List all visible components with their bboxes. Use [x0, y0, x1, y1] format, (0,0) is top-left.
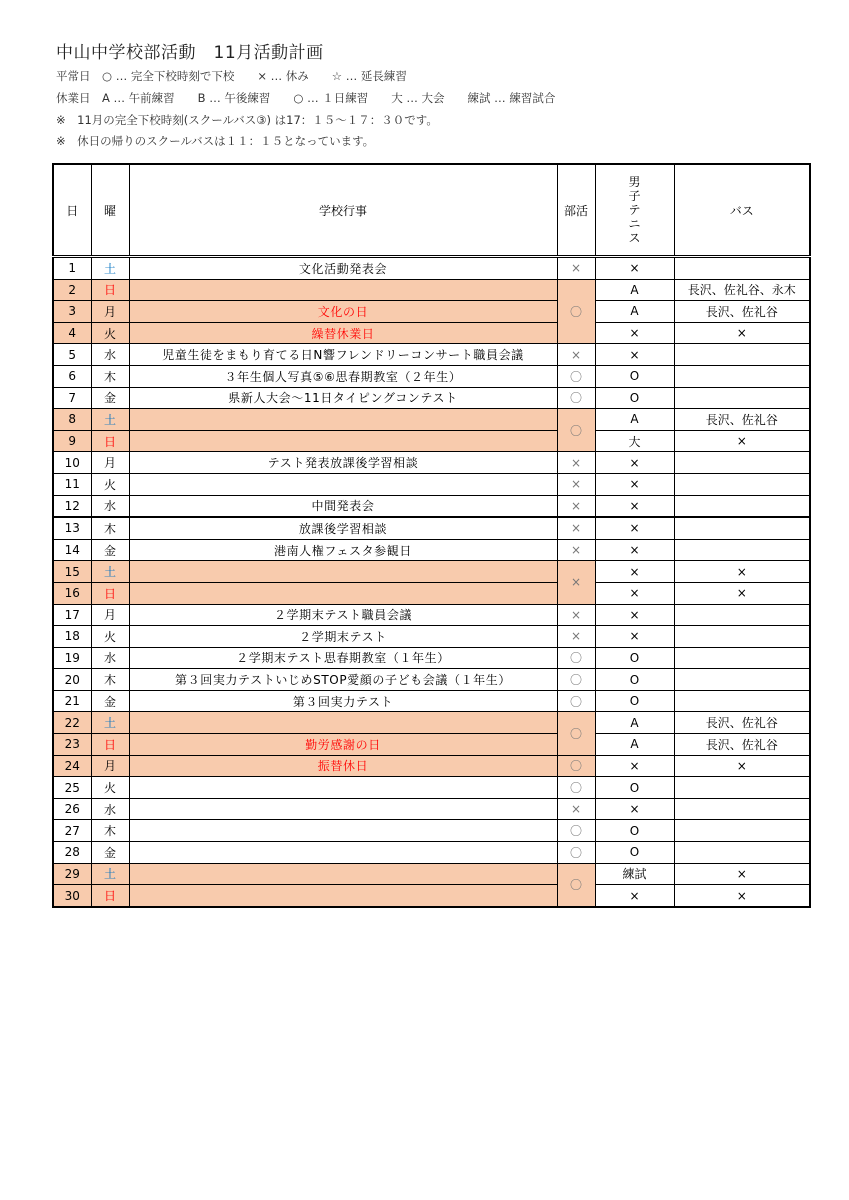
cell-club: × — [557, 473, 595, 495]
table-row — [53, 712, 810, 734]
cell-weekday: 火 — [91, 777, 129, 799]
cell-event — [129, 279, 557, 301]
note-dismissal-time: ※ 11月の完全下校時刻(スクールバス③) は17：１５～１７：３０です。 — [56, 113, 438, 127]
cell-day: 3 — [53, 301, 91, 323]
cell-club: × — [557, 626, 595, 648]
table-row — [53, 604, 810, 626]
cell-club: × — [557, 452, 595, 474]
cell-event: 港南人権フェスタ参観日 — [129, 539, 557, 561]
cell-club: × — [557, 495, 595, 517]
cell-day: 26 — [53, 798, 91, 820]
cell-day: 10 — [53, 452, 91, 474]
cell-bus: 長沢、佐礼谷 — [674, 409, 810, 431]
cell-weekday: 水 — [91, 495, 129, 517]
cell-event — [129, 473, 557, 495]
cell-event: 振替休日 — [129, 755, 557, 777]
cell-bus: 長沢、佐礼谷 — [674, 712, 810, 734]
cell-club: 〇 — [557, 647, 595, 669]
cell-bus — [674, 798, 810, 820]
cell-club: 〇 — [557, 777, 595, 799]
cell-weekday: 日 — [91, 279, 129, 301]
cell-bus: 長沢、佐礼谷 — [674, 734, 810, 756]
cell-event: 文化活動発表会 — [129, 257, 557, 280]
cell-bus — [674, 604, 810, 626]
cell-club: 〇 — [557, 820, 595, 842]
cell-tennis: × — [595, 755, 674, 777]
cell-club: × — [557, 517, 595, 539]
cell-day: 24 — [53, 755, 91, 777]
cell-weekday: 火 — [91, 473, 129, 495]
legend-weekday: 平常日 ○ … 完全下校時刻で下校 × … 休み ☆ … 延長練習 — [56, 69, 407, 83]
cell-event — [129, 885, 557, 907]
cell-day: 12 — [53, 495, 91, 517]
cell-tennis: O — [595, 842, 674, 864]
cell-bus — [674, 820, 810, 842]
cell-event: 中間発表会 — [129, 495, 557, 517]
cell-bus: × — [674, 582, 810, 604]
cell-event — [129, 777, 557, 799]
cell-tennis: O — [595, 669, 674, 691]
cell-club: 〇 — [557, 409, 595, 452]
cell-tennis: A — [595, 301, 674, 323]
cell-day: 30 — [53, 885, 91, 907]
cell-bus — [674, 365, 810, 387]
cell-tennis: O — [595, 820, 674, 842]
cell-event — [129, 712, 557, 734]
table-row — [53, 473, 810, 495]
cell-tennis: × — [595, 344, 674, 366]
cell-tennis: × — [595, 495, 674, 517]
cell-bus — [674, 626, 810, 648]
cell-event: 児童生徒をまもり育てる日N響フレンドリーコンサート職員会議 — [129, 344, 557, 366]
table-row — [53, 409, 810, 431]
cell-weekday: 日 — [91, 885, 129, 907]
cell-club: × — [557, 561, 595, 604]
cell-event — [129, 863, 557, 885]
cell-weekday: 水 — [91, 647, 129, 669]
cell-weekday: 土 — [91, 712, 129, 734]
cell-bus — [674, 344, 810, 366]
cell-weekday: 土 — [91, 863, 129, 885]
cell-weekday: 日 — [91, 734, 129, 756]
cell-tennis: × — [595, 561, 674, 583]
table-row — [53, 647, 810, 669]
cell-tennis: A — [595, 712, 674, 734]
table-row — [53, 777, 810, 799]
cell-event — [129, 582, 557, 604]
table-row — [53, 279, 810, 301]
cell-event: 第３回実力テスト — [129, 690, 557, 712]
header-club: 部活 — [557, 164, 595, 257]
cell-bus — [674, 473, 810, 495]
table-row — [53, 257, 810, 280]
cell-event: 第３回実力テストいじめSTOP愛顔の子ども会議（１年生） — [129, 669, 557, 691]
cell-bus: × — [674, 755, 810, 777]
cell-day: 16 — [53, 582, 91, 604]
table-row — [53, 495, 810, 517]
cell-event — [129, 842, 557, 864]
table-row — [53, 387, 810, 409]
cell-tennis: O — [595, 647, 674, 669]
cell-event: ２学期末テスト — [129, 626, 557, 648]
table-row — [53, 885, 810, 907]
header-tennis-label: 男子テニス — [628, 175, 641, 245]
cell-day: 15 — [53, 561, 91, 583]
table-row — [53, 539, 810, 561]
cell-club: 〇 — [557, 712, 595, 755]
cell-tennis: O — [595, 777, 674, 799]
cell-weekday: 土 — [91, 409, 129, 431]
cell-club: 〇 — [557, 669, 595, 691]
cell-day: 2 — [53, 279, 91, 301]
cell-bus — [674, 842, 810, 864]
cell-day: 14 — [53, 539, 91, 561]
cell-weekday: 金 — [91, 690, 129, 712]
cell-weekday: 火 — [91, 322, 129, 344]
cell-club: 〇 — [557, 690, 595, 712]
cell-club: × — [557, 798, 595, 820]
cell-event — [129, 409, 557, 431]
header-tennis — [595, 164, 674, 257]
table-row — [53, 322, 810, 344]
cell-weekday: 木 — [91, 669, 129, 691]
cell-weekday: 土 — [91, 257, 129, 280]
cell-weekday: 火 — [91, 626, 129, 648]
cell-event: ３年生個人写真⑤⑥思春期教室（２年生） — [129, 365, 557, 387]
table-row — [53, 820, 810, 842]
note-holiday-bus: ※ 休日の帰りのスクールバスは１１：１５となっています。 — [56, 134, 375, 148]
cell-club: 〇 — [557, 387, 595, 409]
cell-bus: × — [674, 430, 810, 452]
cell-weekday: 月 — [91, 452, 129, 474]
cell-event: 県新人大会～11日タイピングコンテスト — [129, 387, 557, 409]
cell-bus — [674, 257, 810, 280]
cell-tennis: 練試 — [595, 863, 674, 885]
cell-weekday: 月 — [91, 755, 129, 777]
table-row — [53, 626, 810, 648]
table-row — [53, 365, 810, 387]
cell-tennis: A — [595, 409, 674, 431]
cell-bus: 長沢、佐礼谷 — [674, 301, 810, 323]
cell-event: 文化の日 — [129, 301, 557, 323]
cell-weekday: 月 — [91, 604, 129, 626]
cell-day: 22 — [53, 712, 91, 734]
cell-weekday: 金 — [91, 387, 129, 409]
cell-weekday: 木 — [91, 820, 129, 842]
header-bus: バス — [674, 164, 810, 257]
cell-weekday: 土 — [91, 561, 129, 583]
cell-tennis: × — [595, 539, 674, 561]
cell-day: 4 — [53, 322, 91, 344]
schedule-body — [53, 257, 810, 907]
cell-club: × — [557, 257, 595, 280]
cell-club: 〇 — [557, 365, 595, 387]
cell-club: × — [557, 604, 595, 626]
cell-bus — [674, 517, 810, 539]
cell-tennis: × — [595, 885, 674, 907]
cell-day: 27 — [53, 820, 91, 842]
cell-bus — [674, 669, 810, 691]
table-row — [53, 842, 810, 864]
header-weekday: 曜 — [91, 164, 129, 257]
header-day: 日 — [53, 164, 91, 257]
table-row — [53, 301, 810, 323]
cell-weekday: 木 — [91, 365, 129, 387]
cell-tennis: × — [595, 626, 674, 648]
cell-day: 8 — [53, 409, 91, 431]
cell-event — [129, 561, 557, 583]
cell-day: 21 — [53, 690, 91, 712]
cell-day: 17 — [53, 604, 91, 626]
cell-event: テスト発表放課後学習相談 — [129, 452, 557, 474]
cell-bus — [674, 690, 810, 712]
cell-bus — [674, 647, 810, 669]
cell-day: 25 — [53, 777, 91, 799]
cell-club: × — [557, 344, 595, 366]
cell-club: 〇 — [557, 842, 595, 864]
cell-day: 28 — [53, 842, 91, 864]
cell-weekday: 木 — [91, 517, 129, 539]
cell-tennis: O — [595, 690, 674, 712]
cell-weekday: 水 — [91, 344, 129, 366]
table-row — [53, 798, 810, 820]
cell-tennis: × — [595, 604, 674, 626]
table-row — [53, 430, 810, 452]
table-row — [53, 344, 810, 366]
cell-tennis: × — [595, 473, 674, 495]
cell-day: 9 — [53, 430, 91, 452]
legend-holiday: 休業日 A … 午前練習 B … 午後練習 ○ … １日練習 大 … 大会 練試 … 練習試合 — [56, 91, 556, 105]
cell-bus — [674, 539, 810, 561]
cell-bus: 長沢、佐礼谷、永木 — [674, 279, 810, 301]
cell-event — [129, 430, 557, 452]
table-row — [53, 561, 810, 583]
table-row — [53, 669, 810, 691]
cell-bus: × — [674, 322, 810, 344]
cell-weekday: 日 — [91, 430, 129, 452]
cell-day: 19 — [53, 647, 91, 669]
cell-day: 1 — [53, 257, 91, 280]
cell-day: 29 — [53, 863, 91, 885]
cell-bus — [674, 777, 810, 799]
cell-tennis: A — [595, 734, 674, 756]
cell-club: × — [557, 539, 595, 561]
cell-club: 〇 — [557, 863, 595, 907]
cell-tennis: × — [595, 257, 674, 280]
table-row — [53, 734, 810, 756]
cell-tennis: × — [595, 582, 674, 604]
table-row — [53, 582, 810, 604]
cell-weekday: 水 — [91, 798, 129, 820]
cell-tennis: × — [595, 798, 674, 820]
table-row — [53, 452, 810, 474]
cell-event: 勤労感謝の日 — [129, 734, 557, 756]
cell-club: 〇 — [557, 279, 595, 344]
cell-day: 13 — [53, 517, 91, 539]
cell-tennis: O — [595, 365, 674, 387]
cell-tennis: A — [595, 279, 674, 301]
page-title: 中山中学校部活動 11月活動計画 — [56, 43, 324, 63]
cell-weekday: 月 — [91, 301, 129, 323]
cell-event: 繰替休業日 — [129, 322, 557, 344]
cell-event: 放課後学習相談 — [129, 517, 557, 539]
cell-tennis: × — [595, 452, 674, 474]
cell-day: 20 — [53, 669, 91, 691]
cell-tennis: × — [595, 517, 674, 539]
cell-day: 18 — [53, 626, 91, 648]
cell-bus — [674, 452, 810, 474]
cell-weekday: 金 — [91, 842, 129, 864]
table-row — [53, 690, 810, 712]
cell-club: 〇 — [557, 755, 595, 777]
cell-tennis: O — [595, 387, 674, 409]
cell-day: 7 — [53, 387, 91, 409]
cell-bus: × — [674, 863, 810, 885]
cell-weekday: 日 — [91, 582, 129, 604]
cell-tennis: × — [595, 322, 674, 344]
table-row — [53, 517, 810, 539]
table-header-row — [53, 164, 810, 257]
cell-tennis: 大 — [595, 430, 674, 452]
cell-bus — [674, 495, 810, 517]
cell-event — [129, 798, 557, 820]
cell-event: ２学期末テスト職員会議 — [129, 604, 557, 626]
cell-bus: × — [674, 561, 810, 583]
header-events: 学校行事 — [129, 164, 557, 257]
cell-event: ２学期末テスト思春期教室（１年生） — [129, 647, 557, 669]
table-row — [53, 755, 810, 777]
cell-bus: × — [674, 885, 810, 907]
cell-weekday: 金 — [91, 539, 129, 561]
cell-day: 5 — [53, 344, 91, 366]
schedule-table — [52, 163, 811, 908]
cell-bus — [674, 387, 810, 409]
cell-day: 23 — [53, 734, 91, 756]
table-row — [53, 863, 810, 885]
cell-day: 6 — [53, 365, 91, 387]
cell-day: 11 — [53, 473, 91, 495]
cell-event — [129, 820, 557, 842]
